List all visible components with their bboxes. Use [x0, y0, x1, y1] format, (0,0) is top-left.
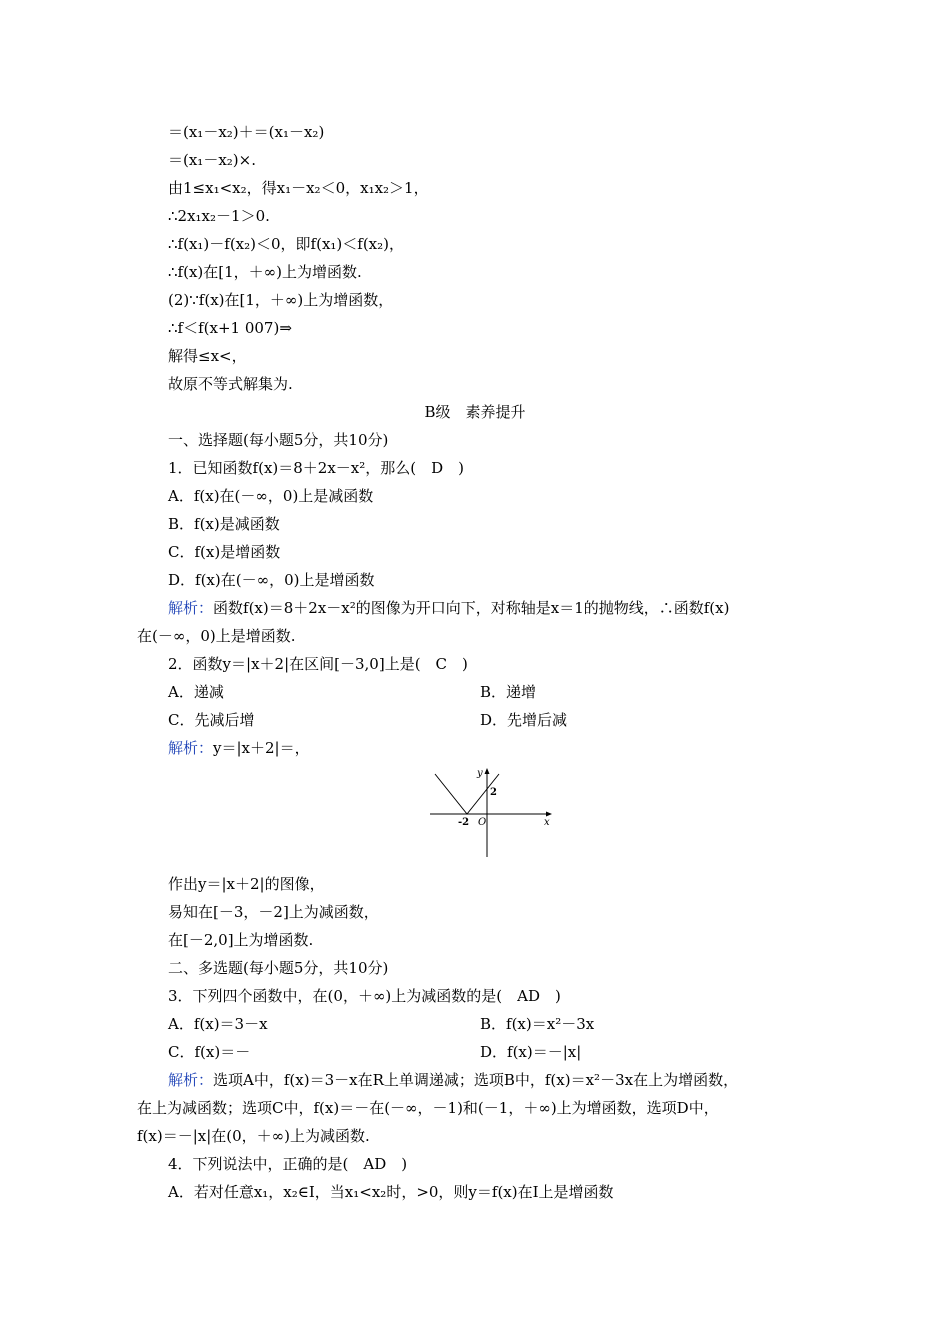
text-line: ∴2x₁x₂－1＞0. — [168, 207, 270, 225]
option-c: C．f(x)＝－ — [168, 1043, 251, 1061]
text-line: ∴f＜f(x+1 007)⇒ — [168, 319, 292, 337]
solution-label: 解析： — [168, 599, 214, 617]
tick-label-2: 2 — [490, 787, 497, 798]
option-b: B．f(x)＝x²－3x — [480, 1015, 595, 1033]
tick-label-neg2: -2 — [458, 817, 470, 828]
option-a: A．f(x)＝3－x — [168, 1015, 268, 1033]
solution-line: 在上为减函数；选项C中，f(x)＝－在(－∞，－1)和(－1，＋∞)上为增函数，选项D中， — [137, 1099, 719, 1117]
solution-line — [168, 598, 729, 618]
solution-text: 选项A中，f(x)＝3－x在R上单调递减；选项B中，f(x)＝x²－3x在上为增函数， — [213, 1071, 739, 1089]
text-line: ∴f(x)在[1，＋∞)上为增函数. — [168, 263, 362, 281]
solution-line: 在(－∞，0)上是增函数. — [137, 627, 296, 645]
option-d: D．f(x)在(－∞，0)上是增函数 — [168, 571, 375, 589]
solution-line: 易知在[－3，－2]上为减函数， — [168, 903, 379, 921]
option-b: B．f(x)是减函数 — [168, 515, 280, 533]
x-axis-arrow — [546, 812, 552, 817]
question-4: 4．下列说法中，正确的是( AD ) — [168, 1155, 408, 1173]
question-2: 2．函数y＝|x＋2|在区间[－3,0]上是( C ) — [168, 655, 468, 673]
text-line: 由1≤x₁<x₂，得x₁－x₂＜0，x₁x₂＞1， — [168, 179, 429, 197]
text-line: ＝(x₁－x₂)×. — [168, 151, 256, 169]
solution-text: y＝|x＋2|＝， — [213, 739, 310, 757]
question-1: 1．已知函数f(x)＝8＋2x－x²，那么( D ) — [168, 459, 465, 477]
option-d: D．f(x)＝－|x| — [480, 1043, 582, 1061]
option-c: C．先减后增 — [168, 711, 255, 729]
solution-line — [168, 738, 310, 758]
text-line: 故原不等式解集为. — [168, 375, 293, 393]
text-line: ∴f(x₁)－f(x₂)＜0，即f(x₁)＜f(x₂)， — [168, 235, 405, 253]
option-c: C．f(x)是增函数 — [168, 543, 281, 561]
solution-line: 作出y＝|x＋2|的图像， — [168, 875, 325, 893]
option-a: A．若对任意x₁，x₂∈I，当x₁<x₂时，>0，则y＝f(x)在I上是增函数 — [168, 1183, 614, 1201]
solution-line: f(x)＝－|x|在(0，＋∞)上为减函数. — [137, 1127, 370, 1145]
abs-value-graph — [425, 762, 560, 860]
option-a: A．递减 — [168, 683, 224, 701]
origin-label: O — [478, 817, 487, 828]
y-axis-label: y — [477, 768, 483, 779]
x-axis-label: x — [544, 817, 550, 828]
text-line: (2)∵f(x)在[1，＋∞)上为增函数， — [168, 291, 394, 309]
solution-label: 解析： — [168, 739, 214, 757]
solution-text: 函数f(x)＝8＋2x－x²的图像为开口向下，对称轴是x＝1的抛物线，∴函数f(x) — [213, 599, 730, 617]
text-line: ＝(x₁－x₂)＋＝(x₁－x₂) — [168, 123, 325, 141]
part-heading: 一、选择题(每小题5分，共10分) — [168, 431, 389, 449]
option-a: A．f(x)在(－∞，0)上是减函数 — [168, 487, 374, 505]
text-line: 解得≤x<， — [168, 347, 247, 365]
question-3: 3．下列四个函数中，在(0，＋∞)上为减函数的是( AD ) — [168, 987, 561, 1005]
solution-line: 在[－2,0]上为增函数. — [168, 931, 314, 949]
section-heading: B级 素养提升 — [424, 403, 526, 421]
option-d: D．先增后减 — [480, 711, 568, 729]
solution-label: 解析： — [168, 1071, 214, 1089]
y-axis-arrow — [485, 768, 490, 774]
solution-line — [168, 1070, 738, 1090]
part-heading: 二、多选题(每小题5分，共10分) — [168, 959, 389, 977]
option-b: B．递增 — [480, 683, 537, 701]
